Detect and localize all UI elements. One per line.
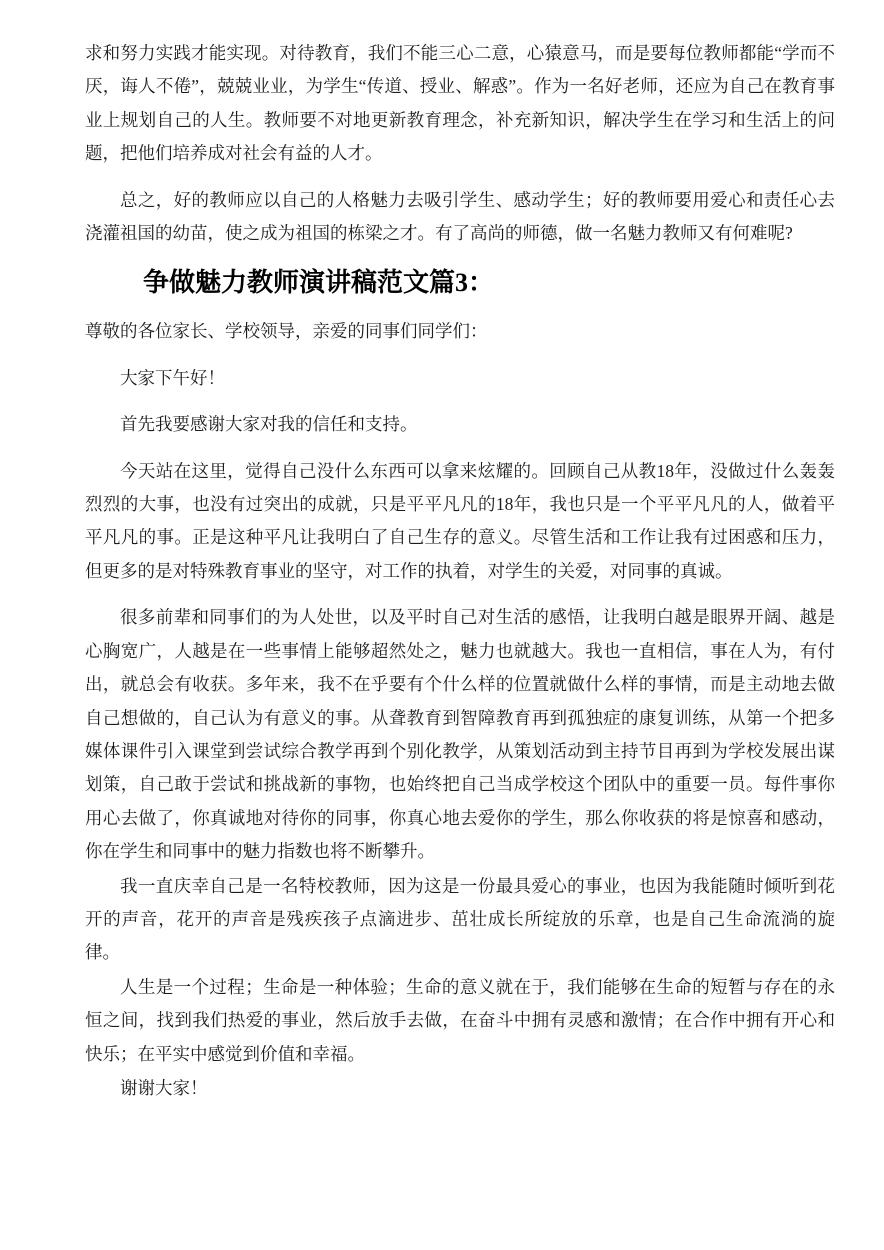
closing-line: 谢谢大家！ [120,1077,208,1098]
greeting-line: 大家下午好！ [120,367,225,388]
body-paragraph: 今天站在这里，觉得自己没什么东西可以拿来炫耀的。回顾自己从教18年，没做过什么轰轰烈烈的大事，也没有过突出的成就，只是平平凡凡的18年，我也只是一个平平凡凡的人，做着平平凡凡的事。正是这种平凡让我明白了自己生存的意义。尽管生活和工作让我有过困惑和压力，但更多的是对特殊教育事业的坚守，对工作的执着，对学生的关爱，对同事的真诚。 [85,460,835,581]
body-paragraph: 人生是一个过程；生命是一种体验；生命的意义就在于，我们能够在生命的短暂与存在的永恒之间，找到我们热爱的事业，然后放手去做，在奋斗中拥有灵感和激情；在合作中拥有开心和快乐；在平实中感觉到价值和幸福。 [85,976,835,1064]
paragraph-continuation: 求和努力实践才能实现。对待教育，我们不能三心二意，心猿意马，而是要每位教师都能“学而不厌，诲人不倦”，兢兢业业，为学生“传道、授业、解惑”。作为一名好老师，还应为自己在教育事业上规划自己的人生。教师要不对地更新教育理念，补充新知识，解决学生在学习和生活上的问题，把他们培养成对社会有益的人才。 [85,43,835,164]
salutation-line: 尊敬的各位家长、学校领导，亲爱的同事们同学们： [85,321,488,342]
paragraph-summary: 总之，好的教师应以自己的人格魅力去吸引学生、感动学生；好的教师要用爱心和责任心去浇灌祖国的幼苗，使之成为祖国的栋梁之才。有了高尚的师德，做一名魅力教师又有何难呢? [85,189,835,244]
section-heading: 争做魅力教师演讲稿范文篇3： [143,268,495,298]
body-paragraph: 很多前辈和同事们的为人处世，以及平时自己对生活的感悟，让我明白越是眼界开阔、越是心胸宽广，人越是在一些事情上能够超然处之，魅力也就越大。我也一直相信，事在人为，有付出，就总会有收获。多年来，我不在乎要有个什么样的位置就做什么样的事情，而是主动地去做自己想做的，自己认为有意义的事。从聋教育到智障教育再到孤独症的康复训练，从第一个把多媒体课件引入课堂到尝试综合教学再到个别化教学，从策划活动到主持节目再到为学校发展出谋划策，自己敢于尝试和挑战新的事物，也始终把自己当成学校这个团队中的重要一员。每件事你用心去做了，你真诚地对待你的同事，你真心地去爱你的学生，那么你收获的将是惊喜和感动，你在学生和同事中的魅力指数也将不断攀升。 [85,607,835,862]
opening-thanks-line: 首先我要感谢大家对我的信任和支持。 [120,414,418,435]
body-paragraph: 我一直庆幸自己是一名特校教师，因为这是一份最具爱心的事业，也因为我能随时倾听到花开的声音，花开的声音是残疾孩子点滴进步、茁壮成长所绽放的乐章，也是自己生命流淌的旋律。 [85,875,835,963]
